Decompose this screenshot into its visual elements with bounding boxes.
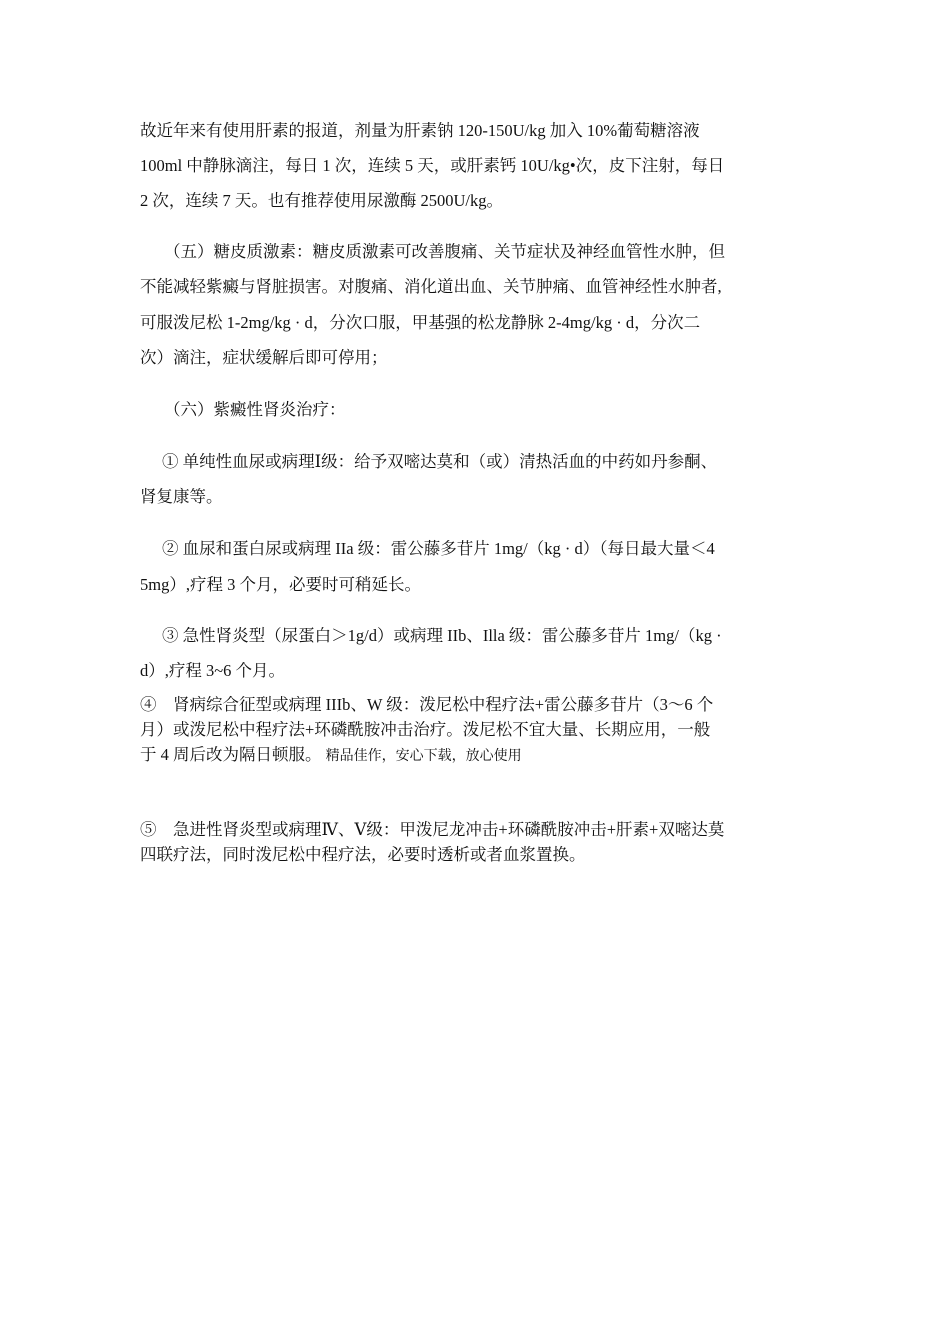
paragraph-7-line-3 [140, 745, 522, 767]
footer-note: 精品佳作，安心下载，放心使用 [325, 749, 522, 764]
paragraph-5-line-1: ② 血尿和蛋白尿或病理 IIa 级：雷公藤多苷片 1mg/（kg · d）（每日最大量＜4 [162, 539, 715, 558]
paragraph-2-line-1: （五）糖皮质激素：糖皮质激素可改善腹痛、关节症状及神经血管性水肿，但 [164, 242, 725, 261]
paragraph-8-line-1: ⑤ 急进性肾炎型或病理Ⅳ、Ⅴ级：甲泼尼龙冲击+环磷酰胺冲击+肝素+双嘧达莫 [140, 820, 725, 839]
paragraph-2-line-2: 不能减轻紫癜与肾脏损害。对腹痛、消化道出血、关节肿痛、血管神经性水肿者, [140, 277, 722, 296]
paragraph-1-line-3: 2 次，连续 7 天。也有推荐使用尿激酶 2500U/kg。 [140, 191, 503, 210]
paragraph-2-line-3: 可服泼尼松 1-2mg/kg · d，分次口服，甲基强的松龙静脉 2-4mg/kg · d，分次二 [140, 313, 701, 332]
paragraph-7-line-3-text: 于 4 周后改为隔日顿服。 [140, 745, 322, 764]
paragraph-6-line-1: ③ 急性肾炎型（尿蛋白＞1g/d）或病理 IIb、Illa 级：雷公藤多苷片 1mg/（kg · [162, 626, 722, 645]
paragraph-8-line-2: 四联疗法，同时泼尼松中程疗法，必要时透析或者血浆置换。 [140, 845, 586, 864]
paragraph-4-line-1: ① 单纯性血尿或病理Ⅰ级：给予双嘧达莫和（或）清热活血的中药如丹参酮、 [162, 452, 718, 471]
paragraph-3-heading: （六）紫癜性肾炎治疗： [164, 400, 346, 419]
paragraph-5-line-2: 5mg）,疗程 3 个月，必要时可稍延长。 [140, 575, 421, 594]
paragraph-6-line-2: d）,疗程 3~6 个月。 [140, 661, 286, 680]
paragraph-1-line-1: 故近年来有使用肝素的报道，剂量为肝素钠 120-150U/kg 加入 10%葡萄糖溶液 [140, 121, 700, 140]
paragraph-4-line-2: 肾复康等。 [140, 487, 223, 506]
paragraph-1-line-2: 100ml 中静脉滴注，每日 1 次，连续 5 天，或肝素钙 10U/kg•次，皮下注射，每日 [140, 156, 725, 175]
paragraph-2-line-4: 次）滴注，症状缓解后即可停用； [140, 348, 388, 367]
paragraph-7-line-2: 月）或泼尼松中程疗法+环磷酰胺冲击治疗。泼尼松不宜大量、长期应用，一般 [140, 720, 711, 739]
paragraph-7-line-1: ④ 肾病综合征型或病理 IIIb、W 级：泼尼松中程疗法+雷公藤多苷片（3〜6 个 [140, 695, 714, 714]
